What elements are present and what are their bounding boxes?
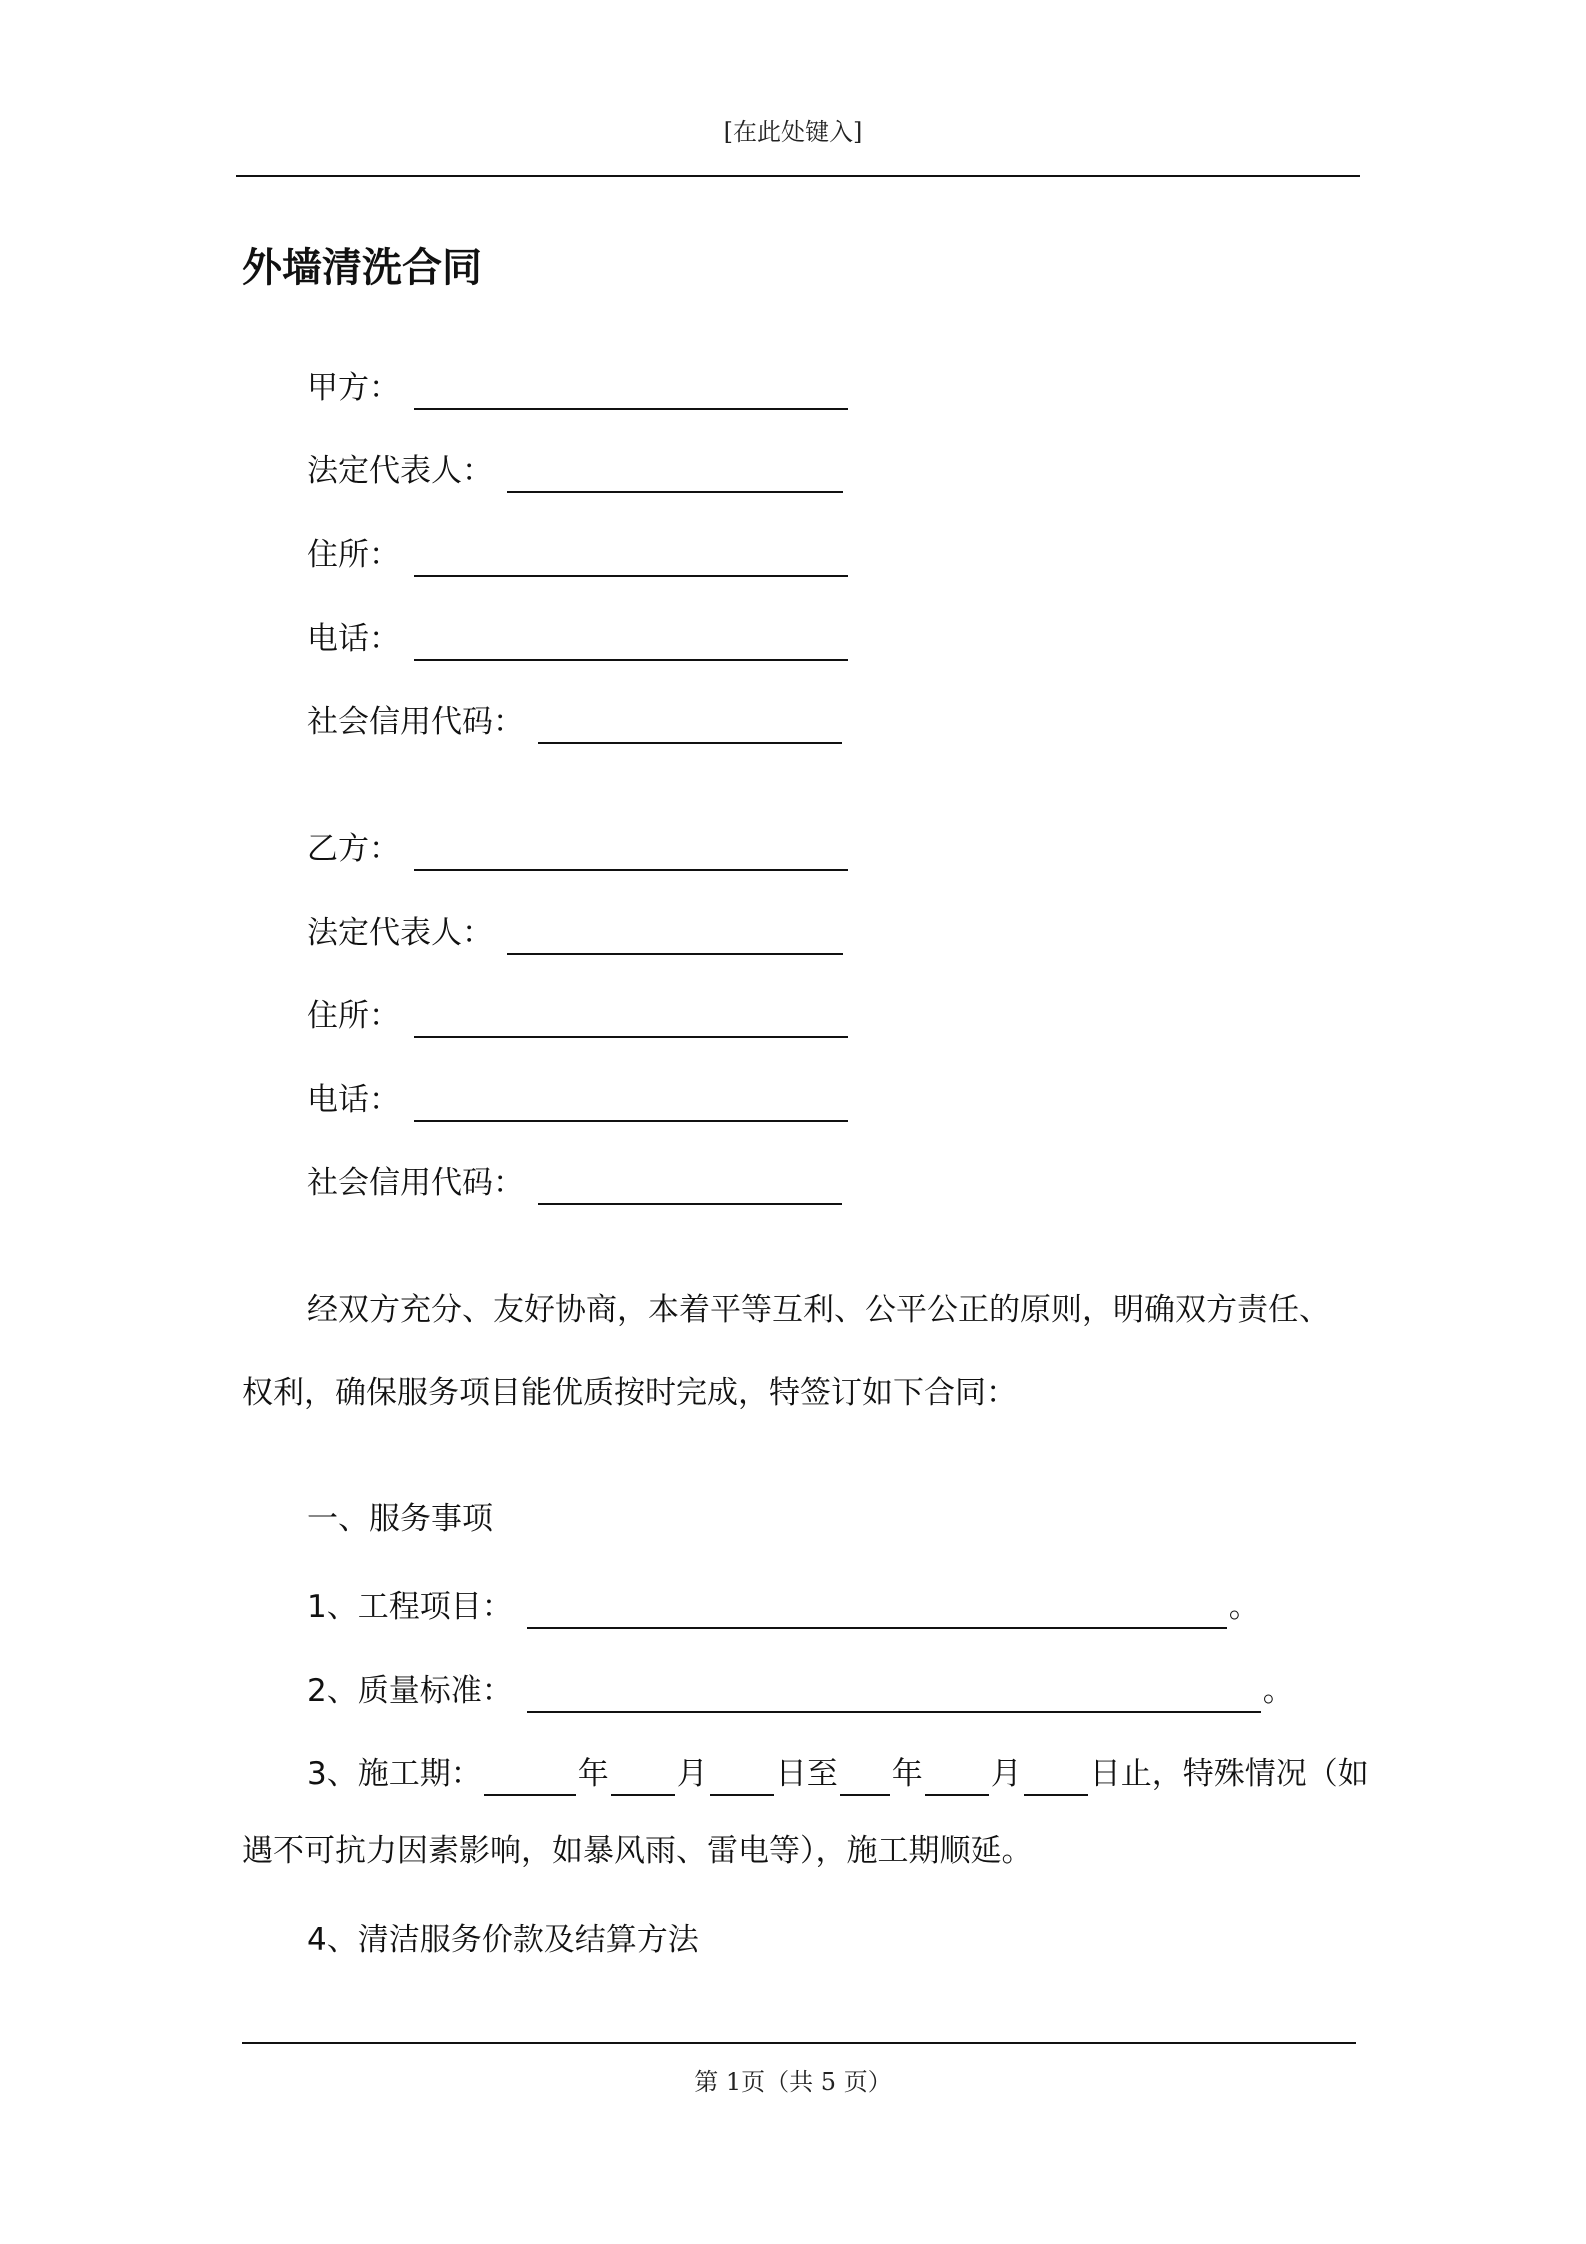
party-a-rep-label: 法定代表人： (307, 453, 493, 489)
item-3-label: 3、施工期： (307, 1756, 482, 1792)
party-a-rep-field (307, 449, 843, 493)
party-b-address-field (307, 994, 848, 1038)
start-year-unit: 年 (577, 1756, 609, 1792)
party-a-phone-field (307, 617, 848, 661)
start-month-unit: 月 (676, 1756, 708, 1792)
item-1-field (307, 1585, 1260, 1629)
page-header: [在此处键入] (723, 118, 863, 146)
end-year-unit: 年 (891, 1756, 923, 1792)
party-a-name-label: 甲方： (307, 370, 400, 406)
party-a-phone-blank[interactable] (414, 623, 848, 661)
party-b-phone-field (307, 1078, 848, 1122)
intro-line-1: 经双方充分、友好协商，本着平等互利、公平公正的原则，明确双方责任、 (307, 1292, 1330, 1328)
start-year-blank[interactable] (484, 1760, 576, 1796)
footer-divider (242, 2042, 1356, 2044)
end-year-blank[interactable] (840, 1760, 890, 1796)
end-month-unit: 月 (990, 1756, 1022, 1792)
party-b-name-label: 乙方： (307, 831, 400, 867)
item-2-blank[interactable] (527, 1677, 1261, 1713)
item-3-line-1 (307, 1752, 1369, 1796)
item-4-heading: 4、清洁服务价款及结算方法 (307, 1922, 699, 1958)
party-b-rep-blank[interactable] (507, 917, 843, 955)
header-divider (236, 175, 1360, 177)
item-3-line-2: 遇不可抗力因素影响，如暴风雨、雷电等），施工期顺延。 (242, 1833, 1033, 1869)
item-1-end: 。 (1228, 1589, 1260, 1625)
section-1-heading: 一、服务事项 (307, 1501, 493, 1537)
party-b-credit-field (307, 1161, 842, 1205)
party-a-credit-label: 社会信用代码： (307, 704, 524, 740)
party-a-name-field (307, 366, 848, 410)
party-b-phone-blank[interactable] (414, 1084, 848, 1122)
party-b-name-blank[interactable] (414, 833, 848, 871)
party-a-address-label: 住所： (307, 537, 400, 573)
item-2-label: 2、质量标准： (307, 1673, 513, 1709)
item-1-blank[interactable] (527, 1593, 1227, 1629)
start-day-unit: 日至 (775, 1756, 838, 1792)
intro-line-2: 权利，确保服务项目能优质按时完成，特签订如下合同： (242, 1375, 1017, 1411)
start-month-blank[interactable] (611, 1760, 675, 1796)
party-a-phone-label: 电话： (307, 621, 400, 657)
end-month-blank[interactable] (925, 1760, 989, 1796)
page-footer: 第 1页（共 5 页） (694, 2068, 892, 2096)
party-a-address-blank[interactable] (414, 539, 848, 577)
document-title: 外墙清洗合同 (242, 245, 482, 291)
end-day-blank[interactable] (1024, 1760, 1088, 1796)
end-day-unit: 日止，特殊情况（如 (1089, 1756, 1369, 1792)
party-b-address-blank[interactable] (414, 1000, 848, 1038)
party-a-name-blank[interactable] (414, 372, 848, 410)
party-a-address-field (307, 533, 848, 577)
party-a-credit-blank[interactable] (538, 706, 842, 744)
start-day-blank[interactable] (710, 1760, 774, 1796)
item-1-label: 1、工程项目： (307, 1589, 513, 1625)
party-b-name-field (307, 827, 848, 871)
party-b-credit-blank[interactable] (538, 1167, 842, 1205)
item-2-end: 。 (1262, 1673, 1294, 1709)
party-a-rep-blank[interactable] (507, 455, 843, 493)
party-b-rep-label: 法定代表人： (307, 915, 493, 951)
party-b-phone-label: 电话： (307, 1082, 400, 1118)
party-b-credit-label: 社会信用代码： (307, 1165, 524, 1201)
party-b-address-label: 住所： (307, 998, 400, 1034)
party-b-rep-field (307, 911, 843, 955)
party-a-credit-field (307, 700, 842, 744)
item-2-field (307, 1669, 1294, 1713)
